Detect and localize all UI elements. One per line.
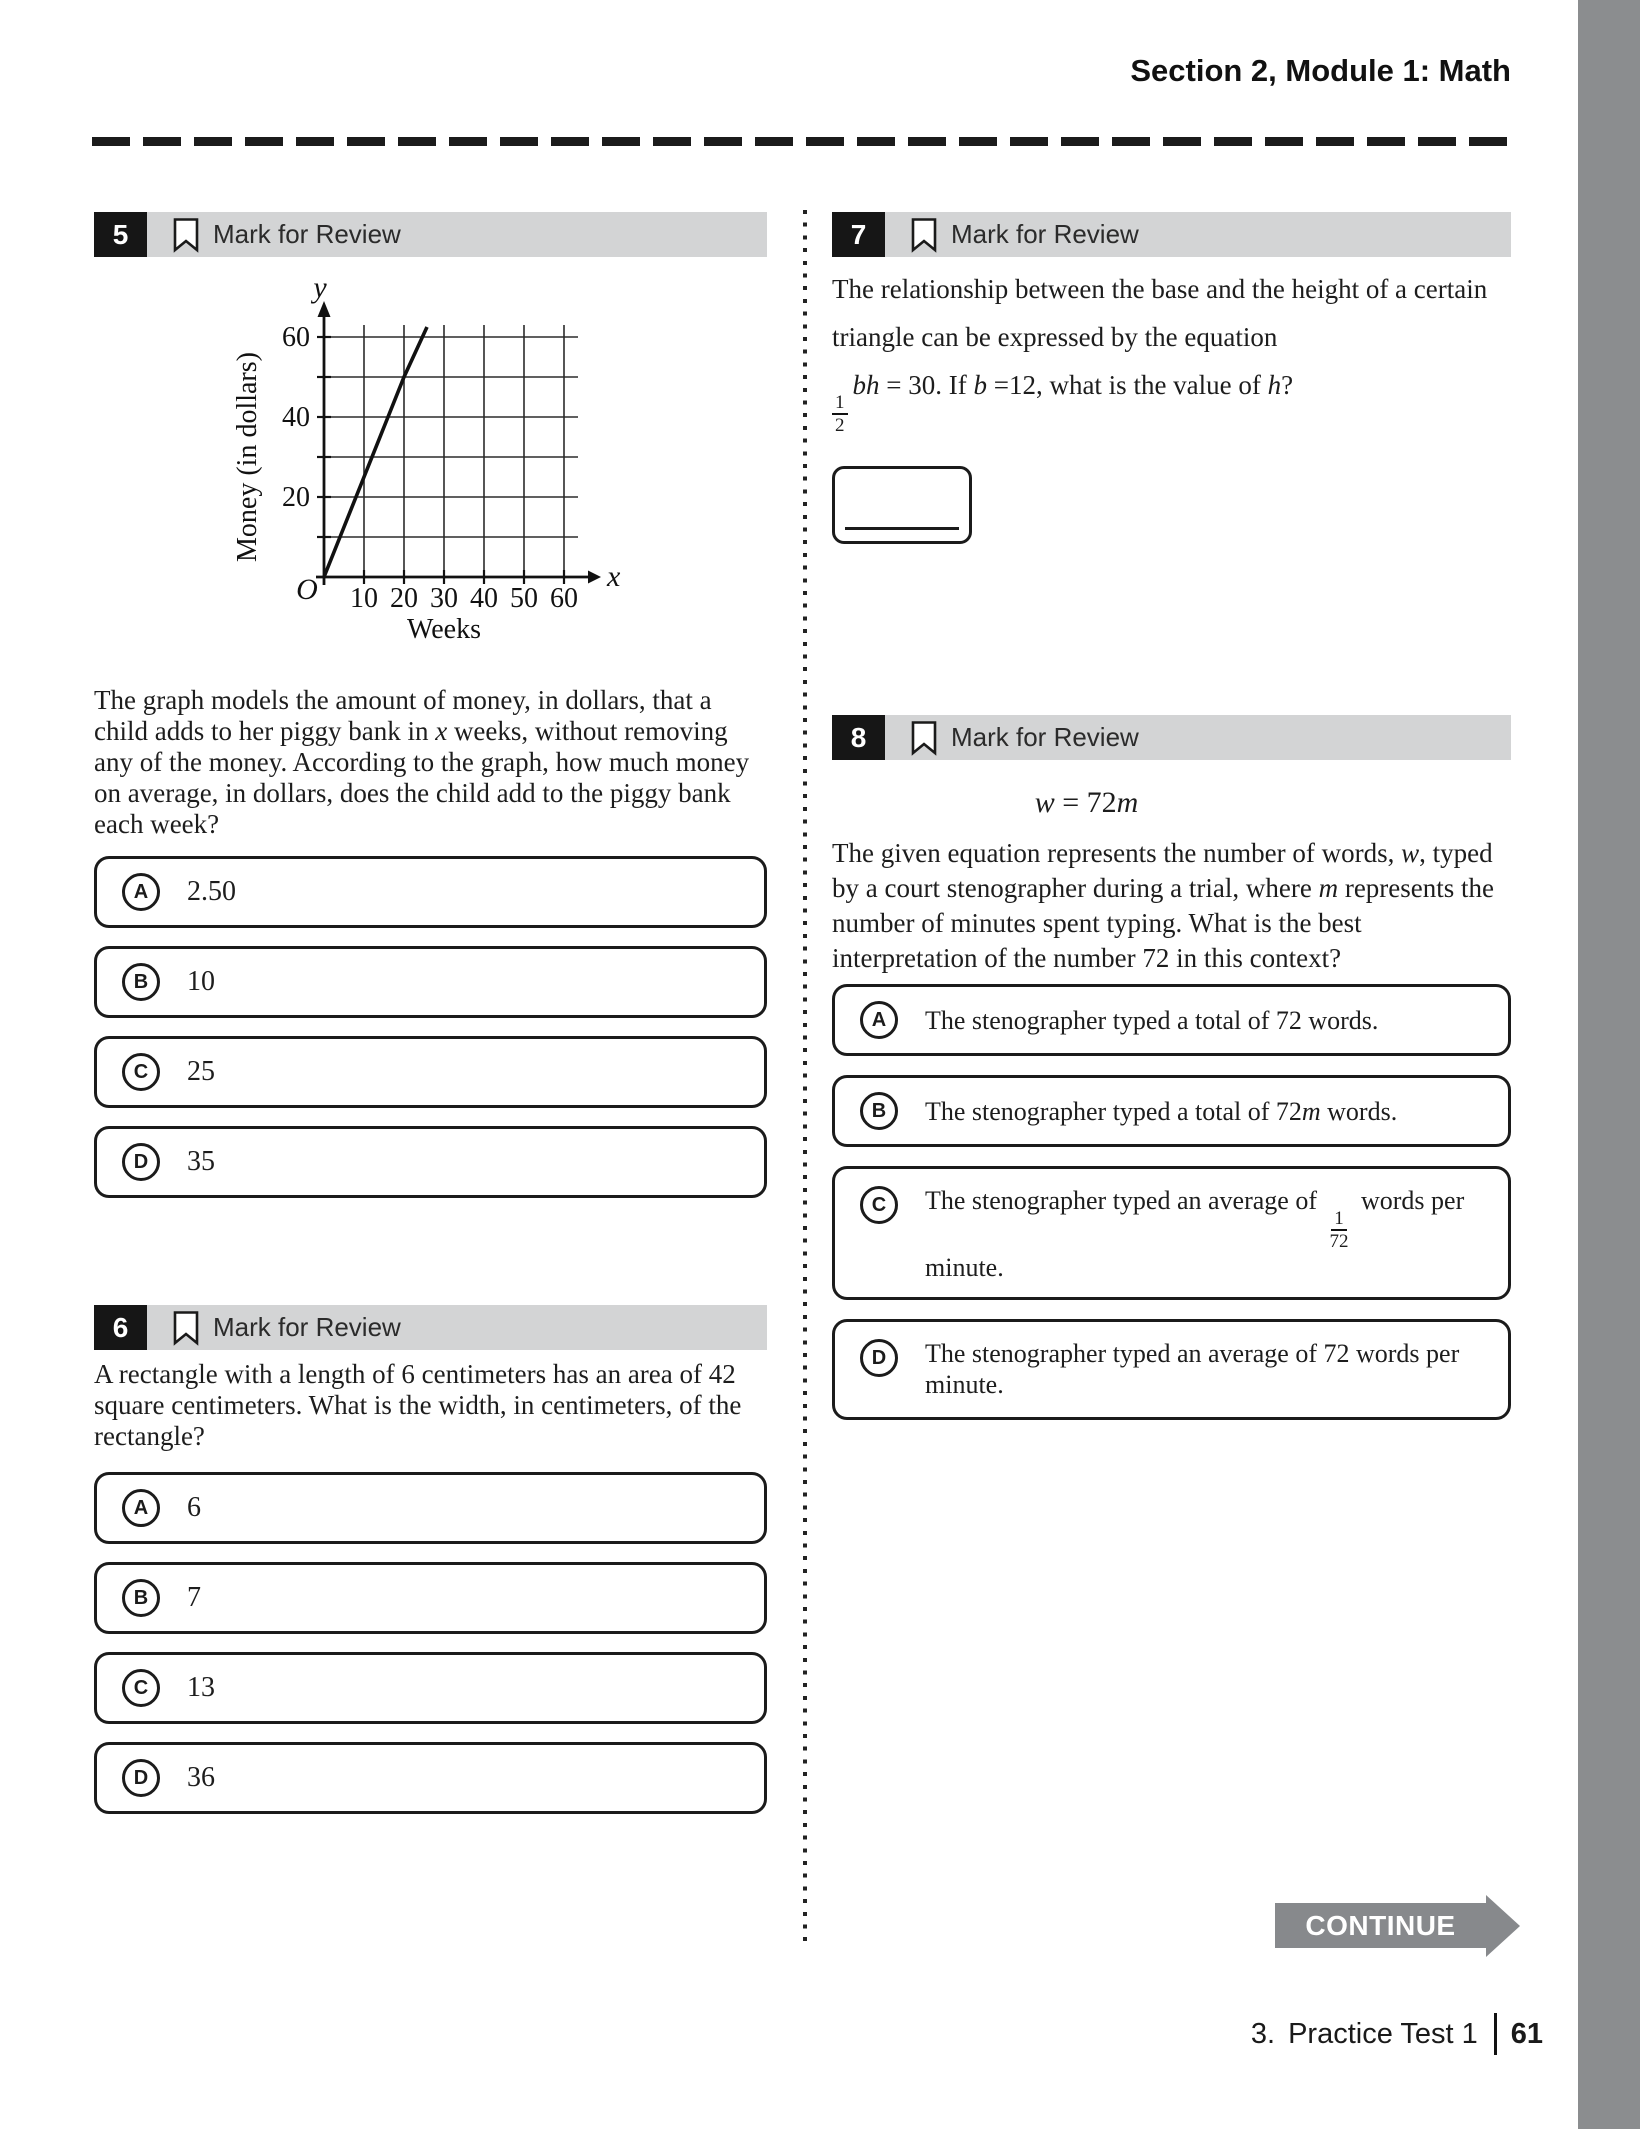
question-5-text: The graph models the amount of money, in dollars, that a child adds to her piggy bank in x weeks, without removing any of the money. According to the graph, how much money on average, in dollars, does the child add to the piggy bank each week? xyxy=(94,685,750,839)
svg-text:x: x xyxy=(607,560,621,593)
option-letter: D xyxy=(122,1143,160,1181)
right-edge-strip xyxy=(1578,0,1640,2129)
svg-text:10: 10 xyxy=(350,583,378,614)
option-value: 2.50 xyxy=(187,876,236,907)
question-6-options xyxy=(94,1472,767,1814)
option-letter: C xyxy=(860,1186,898,1224)
question-6 xyxy=(94,1305,767,1814)
svg-text:40: 40 xyxy=(470,583,498,614)
svg-text:50: 50 xyxy=(510,583,538,614)
chapter-number: 3. xyxy=(1250,2017,1276,2050)
option-letter: A xyxy=(860,1001,898,1039)
q5-line-chart xyxy=(214,244,634,644)
mark-for-review-button[interactable] xyxy=(910,212,1139,257)
option-c[interactable] xyxy=(94,1652,767,1724)
option-value: 35 xyxy=(187,1146,215,1177)
option-letter: A xyxy=(122,873,160,911)
option-letter: D xyxy=(860,1339,898,1377)
one-over-72-fraction: $\frac{1}{72}$ xyxy=(1329,1208,1349,1252)
option-c[interactable] xyxy=(832,1166,1511,1300)
option-d[interactable] xyxy=(832,1319,1511,1420)
option-text: The stenographer typed a total of 72 words. xyxy=(925,1005,1379,1035)
question-6-text: A rectangle with a length of 6 centimeters has an area of 42 square centimeters. What is the width, in centimeters, of the rectangle? xyxy=(94,1359,742,1451)
question-5 xyxy=(94,212,767,1198)
continue-label: CONTINUE xyxy=(1305,1909,1456,1941)
option-value: 36 xyxy=(187,1762,215,1793)
option-letter: D xyxy=(122,1759,160,1797)
option-value: 25 xyxy=(187,1056,215,1087)
question-6-header-bar xyxy=(94,1305,767,1350)
option-letter: C xyxy=(122,1053,160,1091)
svg-text:40: 40 xyxy=(282,402,310,433)
page-footer xyxy=(1251,2013,1543,2055)
question-8-header-bar xyxy=(832,715,1511,760)
option-value: 6 xyxy=(187,1492,201,1523)
option-b[interactable] xyxy=(94,1562,767,1634)
left-column xyxy=(94,212,767,1832)
svg-text:O: O xyxy=(296,573,318,606)
option-d[interactable] xyxy=(94,1126,767,1198)
question-number-badge: 8 xyxy=(832,715,885,760)
svg-text:30: 30 xyxy=(430,583,458,614)
option-value: 13 xyxy=(187,1672,215,1703)
mark-for-review-button[interactable] xyxy=(910,715,1139,760)
question-8 xyxy=(832,715,1511,1420)
svg-text:Weeks: Weeks xyxy=(407,614,481,644)
option-b[interactable] xyxy=(832,1075,1511,1147)
mark-for-review-label: Mark for Review xyxy=(951,722,1139,752)
question-7-text: The relationship between the base and the height of a certain triangle can be expressed by the equation $\frac{1}{2}$ bh = 30. If b =12, what is the value of h? xyxy=(832,274,1488,436)
option-b[interactable] xyxy=(94,946,767,1018)
free-response-answer-box[interactable] xyxy=(832,466,972,544)
bookmark-icon xyxy=(172,217,200,253)
option-text: The stenographer typed an average of 72 words per minute. xyxy=(925,1339,1460,1399)
option-value: 7 xyxy=(187,1582,201,1613)
bookmark-icon xyxy=(172,1310,200,1346)
question-5-options xyxy=(94,856,767,1198)
question-7-header-bar xyxy=(832,212,1511,257)
header-dashed-rule xyxy=(92,137,1511,146)
mark-for-review-button[interactable] xyxy=(172,1305,401,1350)
svg-text:60: 60 xyxy=(282,322,310,353)
bookmark-icon xyxy=(910,720,938,756)
question-8-text: The given equation represents the number of words, w, typed by a court stenographer during a trial, where m represents the number of minutes spent typing. What is the best interpretation of the number 72 in this context? xyxy=(832,838,1495,973)
column-divider xyxy=(803,210,807,1948)
option-letter: B xyxy=(860,1092,898,1130)
one-half-fraction: $\frac{1}{2}$ xyxy=(832,392,848,436)
bookmark-icon xyxy=(910,217,938,253)
page-number: 61 xyxy=(1510,2017,1543,2050)
question-7 xyxy=(832,212,1511,544)
option-d[interactable] xyxy=(94,1742,767,1814)
option-text: The stenographer typed an average of $\frac{1}{72}$ words per minute. xyxy=(925,1186,1465,1282)
mark-for-review-label: Mark for Review xyxy=(213,219,401,249)
svg-text:Money (in dollars): Money (in dollars) xyxy=(232,352,263,562)
svg-text:60: 60 xyxy=(550,583,578,614)
option-c[interactable] xyxy=(94,1036,767,1108)
svg-text:20: 20 xyxy=(390,583,418,614)
mark-for-review-button[interactable] xyxy=(172,212,401,257)
question-8-options xyxy=(832,984,1511,1420)
question-number-badge: 6 xyxy=(94,1305,147,1350)
section-title: Section 2, Module 1: Math xyxy=(1130,53,1511,88)
mark-for-review-label: Mark for Review xyxy=(951,219,1139,249)
svg-text:y: y xyxy=(313,271,327,304)
option-letter: C xyxy=(122,1669,160,1707)
continue-button[interactable] xyxy=(1275,1903,1486,1948)
footer-divider xyxy=(1494,2013,1497,2055)
option-letter: A xyxy=(122,1489,160,1527)
q8-equation: w = 72m xyxy=(1034,786,1139,819)
option-letter: B xyxy=(122,1579,160,1617)
option-text: The stenographer typed a total of 72m words. xyxy=(925,1096,1398,1126)
answer-entry-line xyxy=(845,527,959,530)
footer-title: Practice Test 1 xyxy=(1288,2017,1478,2050)
question-number-badge: 7 xyxy=(832,212,885,257)
option-a[interactable] xyxy=(832,984,1511,1056)
option-value: 10 xyxy=(187,966,215,997)
option-a[interactable] xyxy=(94,856,767,928)
option-a[interactable] xyxy=(94,1472,767,1544)
right-column xyxy=(832,212,1511,1439)
svg-text:20: 20 xyxy=(282,482,310,513)
mark-for-review-label: Mark for Review xyxy=(213,1312,401,1342)
question-number-badge: 5 xyxy=(94,212,147,257)
option-letter: B xyxy=(122,963,160,1001)
